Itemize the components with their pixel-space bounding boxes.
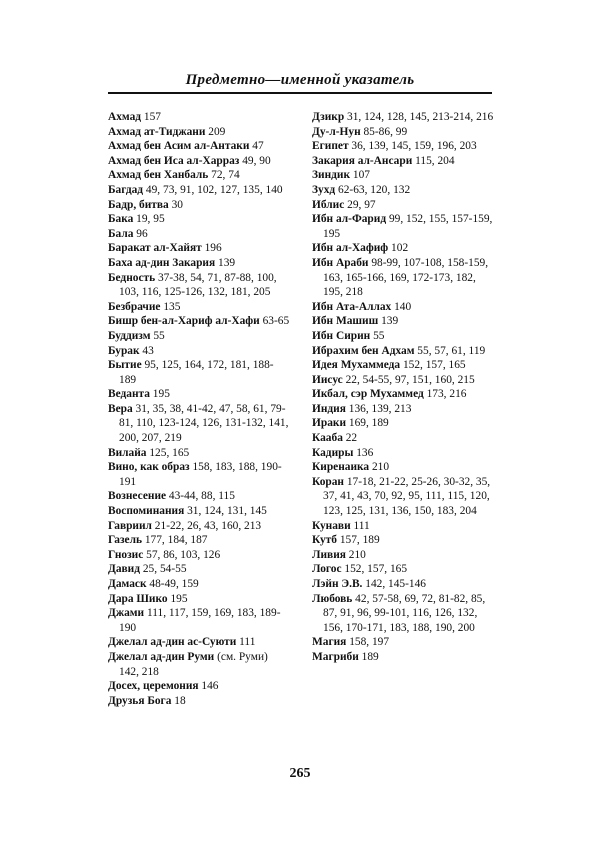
index-entry xyxy=(312,577,494,592)
index-term: Джами xyxy=(108,607,145,620)
index-page-refs: 36, 139, 145, 159, 196, 203 xyxy=(348,140,477,153)
index-entry xyxy=(312,635,494,650)
page-number: 265 xyxy=(289,766,311,781)
index-entry xyxy=(108,300,290,315)
index-entry xyxy=(108,198,290,213)
index-entry xyxy=(312,329,494,344)
index-term: Газель xyxy=(108,534,142,547)
index-term: Индия xyxy=(312,402,346,415)
index-entry xyxy=(108,329,290,344)
index-term: Любовь xyxy=(312,592,353,605)
index-page-refs: 25, 54-55 xyxy=(140,563,187,576)
index-page-refs: 115, 204 xyxy=(412,154,455,167)
index-page-refs: 157 xyxy=(141,111,161,123)
index-entry xyxy=(312,533,494,548)
index-entry xyxy=(108,387,290,402)
index-entry xyxy=(312,431,494,446)
index-page-refs: 136 xyxy=(353,446,374,459)
index-term: Ахмад ат-Тиджани xyxy=(108,125,206,138)
index-entry xyxy=(312,256,494,300)
index-page-refs: 157, 189 xyxy=(336,534,380,547)
index-entry xyxy=(312,344,494,359)
index-entry xyxy=(108,533,290,548)
index-term: Гнозис xyxy=(108,548,144,561)
index-page-refs: 177, 184, 187 xyxy=(142,534,208,547)
index-entry xyxy=(108,241,290,256)
index-term: Бала xyxy=(108,227,134,240)
index-page-refs: 111 xyxy=(350,519,370,532)
index-term: Зиндик xyxy=(312,169,351,182)
index-term: Веданта xyxy=(108,388,150,401)
index-term: Гавриил xyxy=(108,519,152,532)
index-entry xyxy=(108,504,290,519)
index-entry xyxy=(108,168,290,183)
index-page-refs: (см. Руми) 142, 218 xyxy=(119,650,268,678)
index-entry xyxy=(108,154,290,169)
index-entry xyxy=(312,387,494,402)
index-page-refs: 63-65 xyxy=(259,315,290,328)
index-term: Ираки xyxy=(312,417,347,430)
index-page-refs: 31, 124, 128, 145, 213-214, 216 xyxy=(344,111,494,123)
index-page-refs: 195 xyxy=(167,592,188,605)
index-page-refs: 139 xyxy=(378,315,399,328)
index-term: Ибн ал-Фарид xyxy=(312,213,387,226)
index-term: Ахмад xyxy=(108,111,142,123)
index-page-refs: 140 xyxy=(391,300,412,313)
index-term: Ибн Сирин xyxy=(312,329,371,342)
index-page-refs: 195 xyxy=(149,388,170,401)
index-entry xyxy=(108,519,290,534)
index-entry xyxy=(108,110,290,125)
index-term: Магия xyxy=(312,636,347,649)
index-column-right xyxy=(312,110,494,665)
index-entry xyxy=(108,635,290,650)
index-term: Ибн Ата-Аллах xyxy=(312,300,392,313)
index-entry xyxy=(312,241,494,256)
index-term: Киренаика xyxy=(312,461,370,474)
index-term: Дзикр xyxy=(312,111,345,123)
index-page-refs: 57, 86, 103, 126 xyxy=(143,548,221,561)
index-page-refs: 62-63, 120, 132 xyxy=(335,183,411,196)
index-entry xyxy=(108,125,290,140)
index-page-refs: 29, 97 xyxy=(344,198,376,211)
index-term: Закария ал-Ансари xyxy=(312,154,413,167)
index-entry xyxy=(312,562,494,577)
index-term: Баракат ал-Хайят xyxy=(108,242,202,255)
index-page-refs: 139 xyxy=(215,256,236,269)
index-entry xyxy=(108,694,290,709)
index-entry xyxy=(108,562,290,577)
index-entry xyxy=(312,183,494,198)
index-page-refs: 49, 73, 91, 102, 127, 135, 140 xyxy=(143,183,283,196)
index-page-refs: 135 xyxy=(160,300,181,313)
index-page-refs: 173, 216 xyxy=(423,388,467,401)
index-term: Багдад xyxy=(108,183,144,196)
index-entry xyxy=(312,212,494,241)
index-page-refs: 31, 35, 38, 41-42, 47, 58, 61, 79-81, 110, 123-124, 126, 131-132, 141, 200, 207, 219 xyxy=(119,402,289,445)
index-entry xyxy=(108,358,290,387)
index-entry xyxy=(312,125,494,140)
index-entry xyxy=(312,358,494,373)
index-page-refs: 72, 74 xyxy=(208,169,240,182)
index-term: Египет xyxy=(312,140,349,153)
index-term: Бурак xyxy=(108,344,140,357)
index-page-refs: 31, 124, 131, 145 xyxy=(184,505,267,518)
index-entry xyxy=(108,402,290,446)
index-entry xyxy=(108,650,290,679)
index-term: Икбал, сэр Мухаммед xyxy=(312,388,424,401)
index-page-refs: 125, 165 xyxy=(146,446,190,459)
index-page-refs: 55 xyxy=(370,329,385,342)
index-page-refs: 37-38, 54, 71, 87-88, 100, 103, 116, 125-126, 132, 181, 205 xyxy=(119,271,277,299)
index-term: Ахмад бен Ханбаль xyxy=(108,169,209,182)
index-term: Лэйн Э.В. xyxy=(312,578,363,590)
index-term: Друзья Бога xyxy=(108,694,172,707)
index-term: Ибн ал-Хафиф xyxy=(312,242,389,255)
index-page-refs: 43 xyxy=(139,344,154,357)
index-term: Бытие xyxy=(108,359,142,372)
index-page-refs: 17-18, 21-22, 25-26, 30-32, 35, 37, 41, 43, 70, 92, 95, 111, 115, 120, 123, 125, 131, 136, 150, 183, 204 xyxy=(323,475,491,518)
index-page-refs: 30 xyxy=(168,198,183,211)
index-entry xyxy=(312,446,494,461)
index-entry xyxy=(312,373,494,388)
index-entry xyxy=(108,256,290,271)
index-entry xyxy=(108,548,290,563)
index-term: Иблис xyxy=(312,198,345,211)
index-entry xyxy=(312,548,494,563)
index-entry xyxy=(312,416,494,431)
index-page-refs: 19, 95 xyxy=(133,213,165,226)
index-term: Давид xyxy=(108,563,141,576)
index-page-refs: 111 xyxy=(236,636,256,649)
index-term: Джелал ад-дин Руми xyxy=(108,650,215,663)
index-entry xyxy=(108,489,290,504)
index-page-refs: 210 xyxy=(369,461,390,474)
index-entry xyxy=(108,592,290,607)
index-page-refs: 146 xyxy=(198,680,219,693)
header-rule xyxy=(108,92,492,94)
index-page-refs: 209 xyxy=(205,125,226,138)
index-entry xyxy=(108,460,290,489)
index-term: Бишр бен-ал-Хариф ал-Хафи xyxy=(108,315,260,328)
index-term: Кадиры xyxy=(312,446,354,459)
index-page-refs: 136, 139, 213 xyxy=(345,402,412,415)
index-entry xyxy=(312,460,494,475)
index-entry xyxy=(108,606,290,635)
index-term: Ливия xyxy=(312,548,346,561)
index-entry xyxy=(312,592,494,636)
index-page-refs: 47 xyxy=(249,140,264,153)
index-term: Иисус xyxy=(312,373,343,386)
index-term: Ду-л-Нун xyxy=(312,125,361,138)
index-term: Бедность xyxy=(108,271,156,284)
index-entry xyxy=(108,271,290,300)
index-page-refs: 169, 189 xyxy=(346,417,389,430)
index-page-refs: 189 xyxy=(358,650,379,663)
index-page-refs: 22, 54-55, 97, 151, 160, 215 xyxy=(342,373,475,386)
index-entry xyxy=(108,344,290,359)
index-column-left xyxy=(108,110,290,708)
index-term: Бака xyxy=(108,213,134,226)
index-page-refs: 107 xyxy=(350,169,370,182)
index-page-refs: 111, 117, 159, 169, 183, 189-190 xyxy=(119,607,281,634)
index-page-refs: 49, 90 xyxy=(239,154,271,167)
index-term: Бадр, битва xyxy=(108,198,169,211)
index-page-refs: 48-49, 159 xyxy=(146,578,199,590)
index-page-refs: 42, 57-58, 69, 72, 81-82, 85, 87, 91, 96, 99-101, 116, 126, 132, 156, 170-171, 183, 188, 190, 200 xyxy=(323,592,486,634)
index-page-refs: 152, 157, 165 xyxy=(341,563,408,576)
index-term: Логос xyxy=(312,563,342,576)
index-entry xyxy=(312,314,494,329)
index-term: Ахмад бен Иса ал-Харраз xyxy=(108,154,240,167)
running-head: Предметно—именной указатель xyxy=(185,72,415,88)
index-entry xyxy=(108,227,290,242)
index-page-refs: 18 xyxy=(171,694,186,707)
index-entry xyxy=(312,402,494,417)
index-term: Дамаск xyxy=(108,578,147,590)
index-entry xyxy=(108,183,290,198)
index-term: Идея Мухаммеда xyxy=(312,359,401,372)
index-entry xyxy=(108,446,290,461)
index-entry xyxy=(312,168,494,183)
index-term: Досех, церемония xyxy=(108,680,199,693)
index-page-refs: 43-44, 88, 115 xyxy=(166,490,235,503)
index-term: Безбрачие xyxy=(108,300,161,313)
index-entry xyxy=(108,139,290,154)
index-term: Джелал ад-дин ас-Суюти xyxy=(108,636,237,649)
index-page-refs: 158, 197 xyxy=(346,636,390,649)
index-term: Кунави xyxy=(312,519,351,532)
index-page-refs: 99, 152, 155, 157-159, 195 xyxy=(323,213,493,240)
index-page-refs: 96 xyxy=(133,227,148,240)
index-term: Вознесение xyxy=(108,490,167,503)
index-page-refs: 98-99, 107-108, 158-159, 163, 165-166, 169, 172-173, 182, 195, 218 xyxy=(323,256,489,299)
index-page-refs: 21-22, 26, 43, 160, 213 xyxy=(151,519,262,532)
index-entry xyxy=(312,198,494,213)
index-term: Ахмад бен Асим ал-Антаки xyxy=(108,140,250,153)
index-entry xyxy=(312,650,494,665)
index-entry xyxy=(108,679,290,694)
index-entry xyxy=(312,300,494,315)
index-term: Кутб xyxy=(312,534,337,547)
index-page-refs: 55 xyxy=(150,329,165,342)
index-entry xyxy=(108,577,290,592)
index-entry xyxy=(108,212,290,227)
index-term: Вера xyxy=(108,402,133,415)
index-page-refs: 210 xyxy=(345,548,366,561)
index-page-refs: 152, 157, 165 xyxy=(400,359,466,372)
index-page-refs: 102 xyxy=(388,242,409,255)
index-page-refs: 55, 57, 61, 119 xyxy=(414,344,486,357)
index-term: Вино, как образ xyxy=(108,461,190,474)
index-entry xyxy=(312,519,494,534)
index-page-refs: 85-86, 99 xyxy=(360,125,408,138)
index-page-refs: 142, 145-146 xyxy=(362,578,427,590)
index-term: Дара Шико xyxy=(108,592,168,605)
index-term: Буддизм xyxy=(108,329,151,342)
index-entry xyxy=(312,139,494,154)
index-page-refs: 95, 125, 164, 172, 181, 188-189 xyxy=(119,359,274,386)
index-term: Ибрахим бен Адхам xyxy=(312,344,415,357)
index-term: Коран xyxy=(312,475,344,488)
index-term: Кааба xyxy=(312,432,343,445)
index-term: Магриби xyxy=(312,650,359,663)
index-term: Ибн Араби xyxy=(312,256,369,269)
index-term: Зухд xyxy=(312,183,336,196)
index-term: Вилайа xyxy=(108,446,147,459)
index-entry xyxy=(312,110,494,125)
index-entry xyxy=(312,475,494,519)
index-term: Ибн Машиш xyxy=(312,315,379,328)
index-page-refs: 22 xyxy=(342,432,358,445)
index-page-refs: 158, 183, 188, 190-191 xyxy=(119,461,282,488)
index-term: Баха ад-дин Закария xyxy=(108,256,216,269)
index-term: Воспоминания xyxy=(108,505,185,518)
index-entry xyxy=(108,314,290,329)
index-page-refs: 196 xyxy=(201,242,222,255)
index-entry xyxy=(312,154,494,169)
